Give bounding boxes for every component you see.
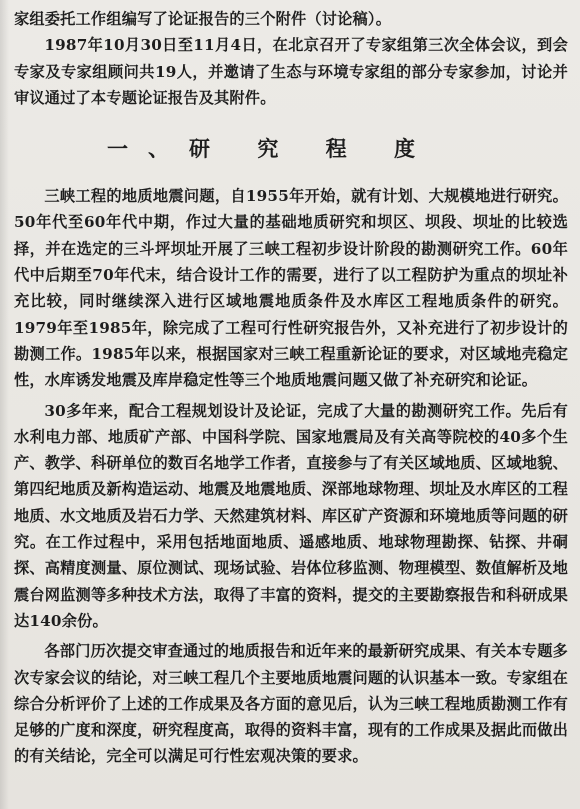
body-paragraph-conclusion: 各部门历次提交审查通过的地质报告和近年来的最新研究成果、有关本专题多次专家会议的结论，对三峡工程几个主要地质地震问题的认识基本一致。专家组在综合分析评价了上述的工作成果及各方面的意见后，认为三峡工程地质勘测工作有足够的广度和深度，研究程度高，取得的资料丰富，现有的工作成果及据此而做出的有关结论，完全可以满足可行性宏观决策的要求。 — [14, 642, 568, 766]
body-paragraph-work: 30多年来，配合工程规划设计及论证，完成了大量的勘测研究工作。先后有水利电力部、地质矿产部、中国科学院、国家地震局及有关高等院校的40多个生产、教学、科研单位的数百名地学工作者，直接参与了有关区域地质、区域地貌、第四纪地质及新构造运动、地震及地震地质、深部地球物理、坝址及水库区的工程地质、水文地质及岩石力学、天然建筑材料、库区矿产资源和环境地质等问题的研究。在工作过程中，采用包括地面地质、遥感地质、地球物理勘探、钻探、井硐探、高精度测量、原位测试、现场试验、岩体位移监测、物理模型、数值解析及地震台网监测等多种技术方法，取得了丰富的资料，提交的主要勘察报告和科研成果达140余份。 — [14, 401, 568, 630]
body-paragraph-history: 三峡工程的地质地震问题，自1955年开始，就有计划、大规模地进行研究。50年代至60年代中期，作过大量的基础地质研究和坝区、坝段、坝址的比较选择，并在选定的三斗坪坝址开展了三峡工程初步设计阶段的勘测研究工作。60年代中后期至70年代末，结合设计工作的需要，进行了以工程防护为重点的坝址补充比较，同时继续深入进行区域地震地质条件及水库区工程地质条件的研究。1979年至1985年，除完成了工程可行性研究报告外，又补充进行了初步设计的勘测工作。1985年以来，根据国家对三峡工程重新论证的要求，对区域地壳稳定性，水库诱发地震及库岸稳定性等三个地质地震问题又做了补充研究和论证。 — [14, 187, 568, 390]
continued-line: 家组委托工作组编写了论证报告的三个附件（讨论稿）。 — [14, 10, 392, 28]
meeting-paragraph: 1987年10月30日至11月4日，在北京召开了专家组第三次全体会议，到会专家及专家组顾问共19人，并邀请了生态与环境专家组的部分专家参加，讨论并审议通过了本专题论证报告及其附件。 — [14, 36, 568, 107]
section-heading: 一、研 究 程 度 — [107, 136, 435, 162]
